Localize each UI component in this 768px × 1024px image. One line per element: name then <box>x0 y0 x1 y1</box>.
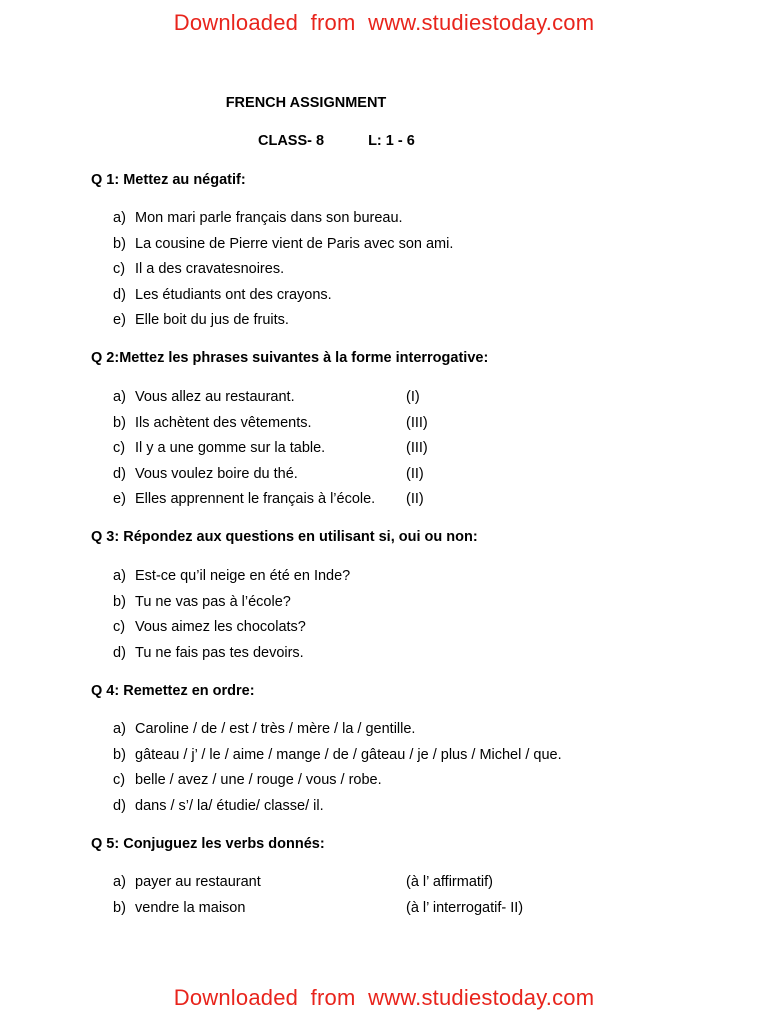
question-4-heading: Q 4: Remettez en ordre: <box>91 683 255 699</box>
item-marker: a) <box>113 210 126 226</box>
item-marker: d) <box>113 797 126 814</box>
item-text: vendre la maison <box>135 899 246 916</box>
list-item <box>113 413 428 439</box>
list-item <box>113 285 453 311</box>
question-2-heading: Q 2:Mettez les phrases suivantes à la forme interrogative: <box>91 350 489 366</box>
item-marker: c) <box>113 440 126 457</box>
item-marker: a) <box>113 721 126 737</box>
lessons-label: L: 1 - 6 <box>368 133 415 149</box>
item-marker: b) <box>113 899 126 916</box>
item-text: Est-ce qu’il neige en été en Inde? <box>135 568 351 584</box>
question-4-list <box>113 719 562 821</box>
item-text: Elle boit du jus de fruits. <box>135 312 289 329</box>
item-marker: d) <box>113 286 126 303</box>
item-text: Mon mari parle français dans son bureau. <box>135 210 403 226</box>
list-item <box>113 464 424 490</box>
item-mode-note: (à l’ affirmatif) <box>406 874 494 890</box>
question-3-list <box>113 566 350 668</box>
item-text: payer au restaurant <box>135 874 261 890</box>
item-text: Vous aimez les chocolats? <box>135 619 306 636</box>
item-marker: b) <box>113 235 126 252</box>
item-marker: c) <box>113 619 126 636</box>
list-item <box>113 310 453 336</box>
item-mode-note: (à l’ interrogatif- II) <box>406 899 524 916</box>
item-marker: c) <box>113 261 126 278</box>
item-marker: a) <box>113 389 126 405</box>
item-marker: a) <box>113 874 126 890</box>
item-marker: b) <box>113 593 126 610</box>
list-item <box>113 259 453 285</box>
item-marker: a) <box>113 568 126 584</box>
list-item <box>113 872 494 898</box>
item-form-note: (III) <box>406 440 428 457</box>
list-item <box>113 208 453 234</box>
question-1-heading: Q 1: Mettez au négatif: <box>91 172 246 188</box>
list-item <box>113 592 350 618</box>
item-text: Vous allez au restaurant. <box>135 389 295 405</box>
list-item <box>113 387 420 413</box>
item-text: Caroline / de / est / très / mère / la / gentille. <box>135 721 416 737</box>
item-text: Les étudiants ont des crayons. <box>135 286 332 303</box>
item-marker: b) <box>113 414 126 431</box>
item-text: Il a des cravatesnoires. <box>135 261 285 278</box>
question-5-heading: Q 5: Conjuguez les verbs donnés: <box>91 836 325 852</box>
item-text: Vous voulez boire du thé. <box>135 465 298 482</box>
list-item <box>113 566 350 592</box>
item-marker: d) <box>113 644 126 661</box>
list-item <box>113 796 562 822</box>
item-text: belle / avez / une / rouge / vous / robe. <box>135 772 382 789</box>
item-text: Elles apprennent le français à l’école. <box>135 491 376 508</box>
item-form-note: (II) <box>406 491 424 508</box>
item-text: Il y a une gomme sur la table. <box>135 440 326 457</box>
class-label: CLASS- 8 <box>258 133 325 149</box>
list-item <box>113 617 350 643</box>
item-text: Tu ne vas pas à l’école? <box>135 593 291 610</box>
item-marker: b) <box>113 746 126 763</box>
item-form-note: (II) <box>406 465 424 482</box>
item-marker: e) <box>113 491 126 508</box>
document-title: FRENCH ASSIGNMENT <box>225 95 387 111</box>
item-text: gâteau / j’ / le / aime / mange / de / gâteau / je / plus / Michel / que. <box>135 746 562 763</box>
item-form-note: (III) <box>406 414 428 431</box>
item-text: Tu ne fais pas tes devoirs. <box>135 644 304 661</box>
question-5-list <box>113 872 524 923</box>
item-text: dans / s’/ la/ étudie/ classe/ il. <box>135 797 324 814</box>
list-item <box>113 438 428 464</box>
question-1-list <box>113 208 453 336</box>
item-text: La cousine de Pierre vient de Paris avec son ami. <box>135 235 454 252</box>
item-form-note: (I) <box>406 389 420 405</box>
list-item <box>113 770 562 796</box>
watermark-bottom: Downloaded from www.studiestoday.com <box>173 985 595 1010</box>
list-item <box>113 719 562 745</box>
list-item <box>113 898 524 924</box>
list-item <box>113 643 350 669</box>
watermark-top: Downloaded from www.studiestoday.com <box>173 10 595 35</box>
item-marker: e) <box>113 312 126 329</box>
question-2-list <box>113 387 428 515</box>
item-marker: d) <box>113 465 126 482</box>
question-3-heading: Q 3: Répondez aux questions en utilisant si, oui ou non: <box>91 529 478 545</box>
item-text: Ils achètent des vêtements. <box>135 414 312 431</box>
list-item <box>113 489 424 515</box>
list-item <box>113 745 562 771</box>
item-marker: c) <box>113 772 126 789</box>
class-line <box>258 133 415 149</box>
list-item <box>113 234 453 260</box>
